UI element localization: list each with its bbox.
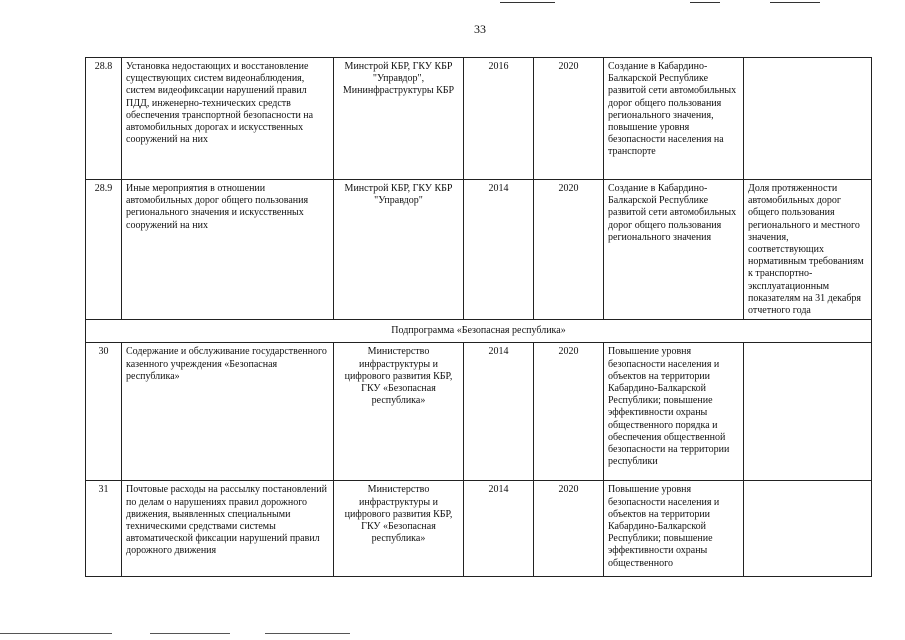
expected-result: Создание в Кабардино-Балкарской Республике развитой сети автомобильных дорог общего пользования регионального значения [604,180,744,320]
table-row [86,180,872,320]
row-number: 30 [86,343,122,481]
expected-result: Повышение уровня безопасности населения и объектов на территории Кабардино-Балкарской Республики; повышение эффективности охраны общественного [604,481,744,577]
indicator [744,343,872,481]
expected-result: Создание в Кабардино-Балкарской Республике развитой сети автомобильных дорог общего пользования регионального значения, повышение уровня безопасности населения на транспорте [604,58,744,180]
row-number: 31 [86,481,122,577]
bottom-scan-line-2 [150,633,230,634]
end-year: 2020 [534,58,604,180]
measure-name: Содержание и обслуживание государственного казенного учреждения «Безопасная республика» [122,343,334,481]
executor: Минстрой КБР, ГКУ КБР "Управдор" [334,180,464,320]
top-scan-line-2 [690,2,720,3]
start-year: 2016 [464,58,534,180]
start-year: 2014 [464,343,534,481]
end-year: 2020 [534,180,604,320]
table-row [86,481,872,577]
row-number: 28.8 [86,58,122,180]
expected-result: Повышение уровня безопасности населения и объектов на территории Кабардино-Балкарской Республики; повышение эффективности охраны общественного порядка и обеспечения общественной безопасности на территории республики [604,343,744,481]
executor: Министерство инфраструктуры и цифрового развития КБР, ГКУ «Безопасная республика» [334,481,464,577]
measure-name: Установка недостающих и восстановление существующих систем видеонаблюдения, систем видеофиксации нарушений правил ПДД, инженерно-технических средств обеспечения транспортной безопасности на автомобильных дорогах и искусственных сооружений на них [122,58,334,180]
executor: Министерство инфраструктуры и цифрового развития КБР, ГКУ «Безопасная республика» [334,343,464,481]
measure-name: Иные мероприятия в отношении автомобильных дорог общего пользования регионального значения и искусственных сооружений на них [122,180,334,320]
start-year: 2014 [464,481,534,577]
top-scan-line-3 [770,2,820,3]
table-row [86,343,872,481]
top-scan-line-1 [500,2,555,3]
subprogram-title: Подпрограмма «Безопасная республика» [86,320,872,343]
start-year: 2014 [464,180,534,320]
end-year: 2020 [534,343,604,481]
subprogram-row [86,320,872,343]
end-year: 2020 [534,481,604,577]
page-number: 33 [474,22,486,36]
indicator: Доля протяженности автомобильных дорог общего пользования регионального и местного значения, соответствующих нормативным требованиям к транспортно-эксплуатационным показателям на 31 декабря отчетного года [744,180,872,320]
bottom-scan-line-1 [0,633,112,634]
program-table [85,57,872,577]
table-row [86,58,872,180]
executor: Минстрой КБР, ГКУ КБР "Управдор", Мининфраструктуры КБР [334,58,464,180]
measure-name: Почтовые расходы на рассылку постановлений по делам о нарушениях правил дорожного движения, выявленных специальными техническими средствами системы автоматической фиксации нарушений правил дорожного движения [122,481,334,577]
bottom-scan-line-3 [265,633,350,634]
indicator [744,58,872,180]
row-number: 28.9 [86,180,122,320]
indicator [744,481,872,577]
